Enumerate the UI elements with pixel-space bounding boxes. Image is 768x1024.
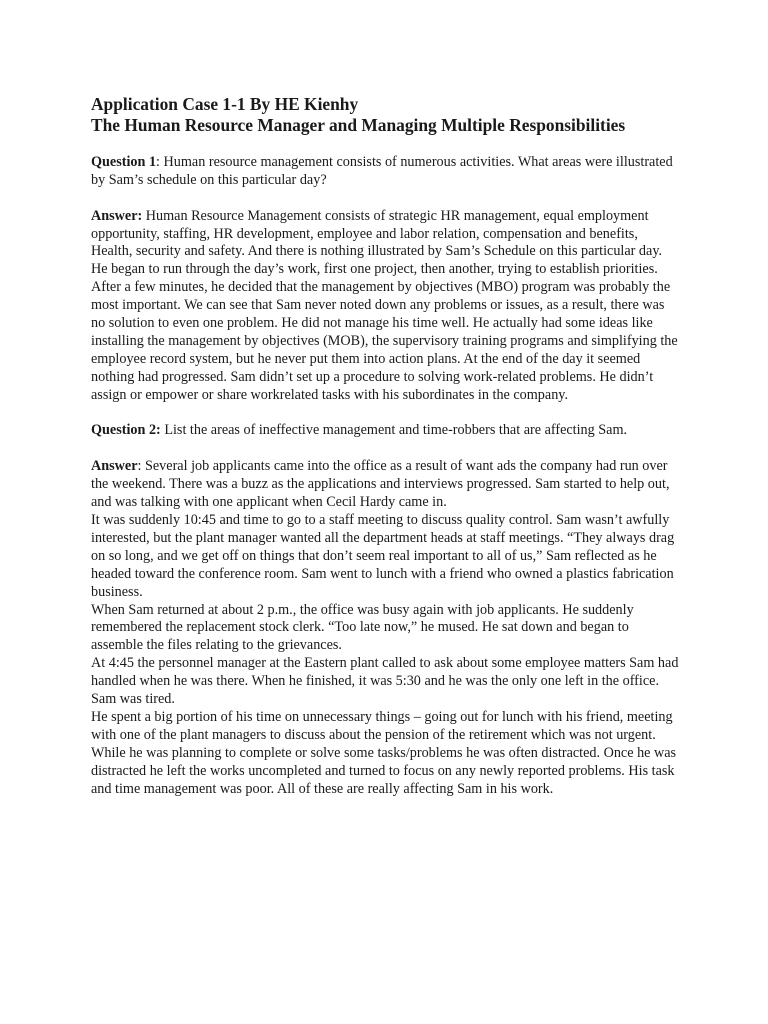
question-2-text: List the areas of ineffective management and time-robbers that are affecting Sam.: [160, 422, 628, 439]
question-2-label: Question 2:: [91, 422, 161, 439]
answer-1-label: Answer:: [91, 207, 143, 224]
answer-2-paragraph-1: [91, 458, 681, 512]
answer-2-paragraph-5: He spent a big portion of his time on unnecessary things – going out for lunch with his friend, meeting with one of the plant managers to discuss about the pension of the retirement which was not urgent. While he was planning to complete or solve some tasks/problems he was often distracted. Once he was distracted he left the works uncompleted and turned to focus on any newly reported problems. His task and time management was poor. All of these are really affecting Sam in his work.: [91, 708, 677, 797]
question-1-label: Question 1: [91, 153, 157, 170]
answer-2-paragraph-2: It was suddenly 10:45 and time to go to a staff meeting to discuss quality control. Sam wasn’t awfully interested, but the plant manager wanted all the department heads at staff meetings. “They always drag on so long, and we get off on things that don’t seem real important to all of us,” Sam reflected as he headed toward the conference room. Sam went to lunch with a friend who owned a plastics fabrication business.: [91, 511, 675, 600]
answer-1-text: Human Resource Management consists of strategic HR management, equal employment opportunity, staffing, HR development, employee and labor relation, compensation and benefits, Health, security and safety. And there is nothing illustrated by Sam’s Schedule on this particular day. He began to run through the day’s work, first one project, then another, trying to establish priorities. After a few minutes, he decided that the management by objectives (MBO) program was probably the most important. We can see that Sam never noted down any problems or issues, as a result, there was no solution to even one problem. He did not manage his time well. He actually had some ideas like installing the management by objectives (MOB), the supervisory training programs and simplifying the employee record system, but he never put them into action plans. At the end of the day it seemed nothing had progressed. Sam didn’t set up a procedure to solving work-related problems. He didn’t assign or empower or share workrelated tasks with his subordinates in the company.: [91, 207, 678, 403]
answer-2-label: Answer: [91, 458, 138, 475]
question-1: [91, 154, 681, 190]
answer-2-paragraph-3: When Sam returned at about 2 p.m., the office was busy again with job applicants. He suddenly remembered the replacement stock clerk. “Too late now,” he mused. He sat down and began to assemble the files relating to the grievances.: [91, 601, 634, 654]
answer-2-paragraph-4: At 4:45 the personnel manager at the Eastern plant called to ask about some employee matters Sam had handled when he was there. When he finished, it was 5:30 and he was the only one left in the office. Sam was tired.: [91, 655, 679, 708]
spacer: [91, 136, 681, 154]
document-subtitle: The Human Resource Manager and Managing Multiple Responsibilities: [91, 115, 626, 135]
spacer: [91, 405, 681, 423]
answer-2-text: : Several job applicants came into the office as a result of want ads the company had run over the weekend. There was a buzz as the applications and interviews progressed. Sam started to help out, and was talking with one applicant when Cecil Hardy came in.: [91, 458, 670, 511]
spacer: [91, 440, 681, 458]
question-2: [91, 422, 681, 440]
question-1-text: : Human resource management consists of numerous activities. What areas were illustrated by Sam’s schedule on this particular day?: [91, 153, 673, 188]
document-title: Application Case 1-1 By HE Kienhy: [91, 94, 359, 114]
spacer: [91, 190, 681, 208]
document-page: [91, 94, 681, 798]
answer-1: [91, 208, 681, 405]
